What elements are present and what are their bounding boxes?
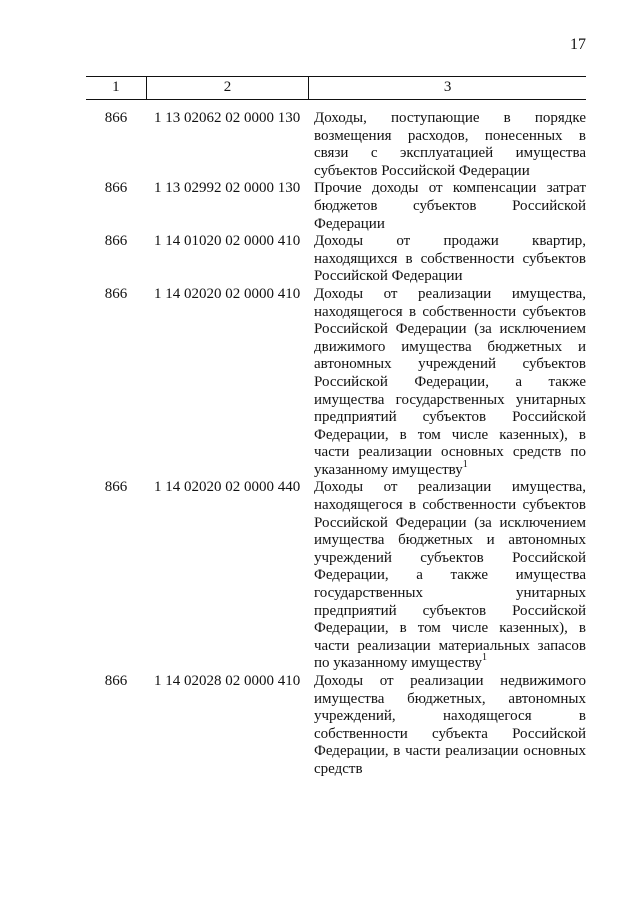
description-line: [314, 163, 586, 181]
description-line: [314, 458, 586, 480]
description-line-text: Российской Федерации, а также: [314, 373, 586, 390]
description-line: [314, 180, 586, 198]
table-row: [86, 479, 586, 673]
description-line-text: имущества государственных унитарных: [314, 391, 586, 408]
description-line-text: находящегося в собственности субъектов: [314, 303, 586, 320]
description-line-text: Доходы от реализации имущества,: [314, 285, 586, 302]
description-line: [314, 550, 586, 568]
description-line-text: Федерации, в том числе казенных), в: [314, 426, 586, 443]
description-line: [314, 198, 586, 216]
budget-classification-code-cell: 1 13 02062 02 0000 130: [154, 110, 301, 126]
table-row: [86, 110, 586, 180]
description-line-text: Российской Федерации (за исключением: [314, 514, 586, 531]
admin-code-cell: 866: [104, 180, 128, 197]
description-line-text: части реализации основных средств по: [314, 444, 586, 461]
description-line-text: собственности субъекта Российской: [314, 725, 586, 742]
description-line: [314, 638, 586, 656]
description-line: [314, 620, 586, 638]
description-line: [314, 497, 586, 515]
footnote-marker: 1: [462, 458, 468, 470]
description-line: [314, 444, 586, 462]
description-line: [314, 356, 586, 374]
description-line-text: предприятий субъектов Российской: [314, 602, 586, 619]
description-line-text: Федерации, а также имущества: [314, 567, 586, 584]
description-line: [314, 515, 586, 533]
description-line-text: движимого имущества бюджетных и: [314, 338, 586, 355]
description-line: [314, 708, 586, 726]
description-line-text: учреждений, находящегося в: [314, 708, 586, 725]
revenue-description-cell: [308, 110, 586, 180]
description-line-text: учреждений субъектов Российской: [314, 549, 586, 566]
description-line: [314, 233, 586, 251]
table-header-row: [86, 76, 586, 100]
header-col-2: 2: [146, 77, 308, 99]
description-line: [314, 392, 586, 410]
description-line-text: предприятий субъектов Российской: [314, 409, 586, 426]
description-line-text: Федерации: [314, 215, 385, 232]
budget-classification-code-cell: 1 13 02992 02 0000 130: [154, 180, 301, 197]
description-line: [314, 268, 586, 286]
table-body: [86, 110, 586, 779]
revenue-description-cell: [308, 479, 586, 673]
budget-classification-code-cell: 1 14 01020 02 0000 410: [154, 233, 301, 250]
description-line-text: находящегося в собственности субъектов: [314, 497, 586, 514]
description-line-text: Доходы от реализации недвижимого: [314, 673, 586, 689]
admin-code-cell: 866: [104, 479, 128, 496]
budget-classification-code-cell: 1 14 02028 02 0000 410: [154, 673, 301, 689]
description-line: [314, 652, 586, 673]
description-line-text: Доходы от продажи квартир,: [314, 233, 586, 250]
revenue-description-cell: [308, 286, 586, 480]
header-col-3: 3: [308, 77, 586, 99]
description-line-text: Федерации, в части реализации основных: [314, 743, 586, 760]
description-line: [314, 673, 586, 691]
description-line: [314, 603, 586, 621]
description-line-text: имущества бюджетных и автономных: [314, 532, 586, 549]
budget-classification-code-cell: 1 14 02020 02 0000 410: [154, 285, 301, 302]
description-line-text: автономных учреждений субъектов: [314, 356, 586, 373]
description-line-text: по указанному имуществу: [314, 655, 482, 672]
admin-code-cell: 866: [104, 673, 128, 689]
description-line: [314, 743, 586, 761]
description-line: [314, 691, 586, 709]
description-line: [314, 304, 586, 322]
description-line: [314, 567, 586, 585]
header-col-1: 1: [112, 79, 120, 95]
description-line: [314, 479, 586, 497]
admin-code-cell: 866: [104, 110, 128, 126]
footnote-marker: 1: [481, 652, 487, 664]
description-line: [314, 409, 586, 427]
revenue-code-table: [86, 76, 586, 779]
description-line: [314, 427, 586, 445]
description-line-text: части реализации материальных запасов: [314, 637, 586, 654]
description-line: [314, 286, 586, 304]
description-line: [314, 726, 586, 744]
description-line: [314, 251, 586, 269]
description-line: [314, 216, 586, 234]
description-line: [314, 585, 586, 603]
description-line-text: Российской Федерации (за исключением: [314, 321, 586, 338]
description-line-text: государственных унитарных: [314, 585, 586, 602]
table-row: [86, 180, 586, 233]
description-line-text: средств: [314, 760, 363, 777]
revenue-description-cell: [308, 233, 586, 286]
description-line: [314, 321, 586, 339]
revenue-description-cell: [308, 180, 586, 233]
description-line: [314, 761, 586, 779]
description-line: [314, 339, 586, 357]
description-line-text: указанному имуществу: [314, 461, 463, 478]
description-line-text: возмещения расходов, понесенных в: [314, 127, 586, 144]
description-line: [314, 128, 586, 146]
description-line-text: бюджетов субъектов Российской: [314, 197, 586, 214]
description-line-text: Российской Федерации: [314, 268, 463, 285]
description-line: [314, 110, 586, 128]
description-line-text: Прочие доходы от компенсации затрат: [314, 180, 586, 197]
page-number: 17: [570, 36, 586, 53]
table-row: [86, 286, 586, 480]
description-line-text: Доходы, поступающие в порядке: [314, 110, 586, 126]
admin-code-cell: 866: [104, 285, 128, 302]
description-line: [314, 145, 586, 163]
revenue-description-cell: [308, 673, 586, 779]
table-row: [86, 233, 586, 286]
description-line-text: связи с эксплуатацией имущества: [314, 145, 586, 162]
description-line-text: Федерации, в том числе казенных), в: [314, 620, 586, 637]
description-line-text: Доходы от реализации имущества,: [314, 479, 586, 496]
description-line-text: имущества бюджетных, автономных: [314, 690, 586, 707]
description-line-text: находящихся в собственности субъектов: [314, 250, 586, 267]
description-line-text: субъектов Российской Федерации: [314, 162, 530, 179]
description-line: [314, 532, 586, 550]
description-line: [314, 374, 586, 392]
table-row: [86, 673, 586, 779]
admin-code-cell: 866: [104, 233, 128, 250]
budget-classification-code-cell: 1 14 02020 02 0000 440: [154, 479, 301, 496]
